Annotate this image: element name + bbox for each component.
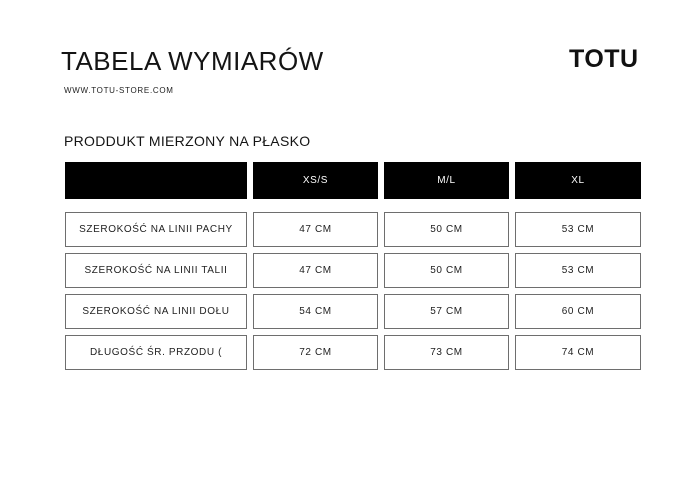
header-cell-m-l: M/L <box>384 162 509 199</box>
website-url: WWW.TOTU-STORE.COM <box>64 86 174 95</box>
size-table <box>65 162 641 376</box>
header-cell-xl: XL <box>515 162 641 199</box>
row-value: 50 CM <box>384 253 509 288</box>
table-header-row <box>65 162 641 199</box>
row-value: 74 CM <box>515 335 641 370</box>
row-value: 60 CM <box>515 294 641 329</box>
table-row <box>65 294 641 329</box>
row-value: 54 CM <box>253 294 378 329</box>
measurement-note: PRODDUKT MIERZONY NA PŁASKO <box>64 133 311 149</box>
header-cell-empty <box>65 162 247 199</box>
row-value: 53 CM <box>515 253 641 288</box>
row-value: 50 CM <box>384 212 509 247</box>
row-label: SZEROKOŚĆ NA LINII DOŁU <box>65 294 247 329</box>
table-row <box>65 335 641 370</box>
row-value: 57 CM <box>384 294 509 329</box>
brand-logo: TOTU <box>569 45 639 73</box>
table-row <box>65 212 641 247</box>
row-label: SZEROKOŚĆ NA LINII PACHY <box>65 212 247 247</box>
row-label: SZEROKOŚĆ NA LINII TALII <box>65 253 247 288</box>
row-value: 53 CM <box>515 212 641 247</box>
row-value: 47 CM <box>253 253 378 288</box>
row-value: 73 CM <box>384 335 509 370</box>
header-cell-xs-s: XS/S <box>253 162 378 199</box>
page-title: TABELA WYMIARÓW <box>61 46 324 76</box>
row-value: 47 CM <box>253 212 378 247</box>
table-row <box>65 253 641 288</box>
row-label: DŁUGOŚĆ ŚR. PRZODU ( <box>65 335 247 370</box>
row-value: 72 CM <box>253 335 378 370</box>
